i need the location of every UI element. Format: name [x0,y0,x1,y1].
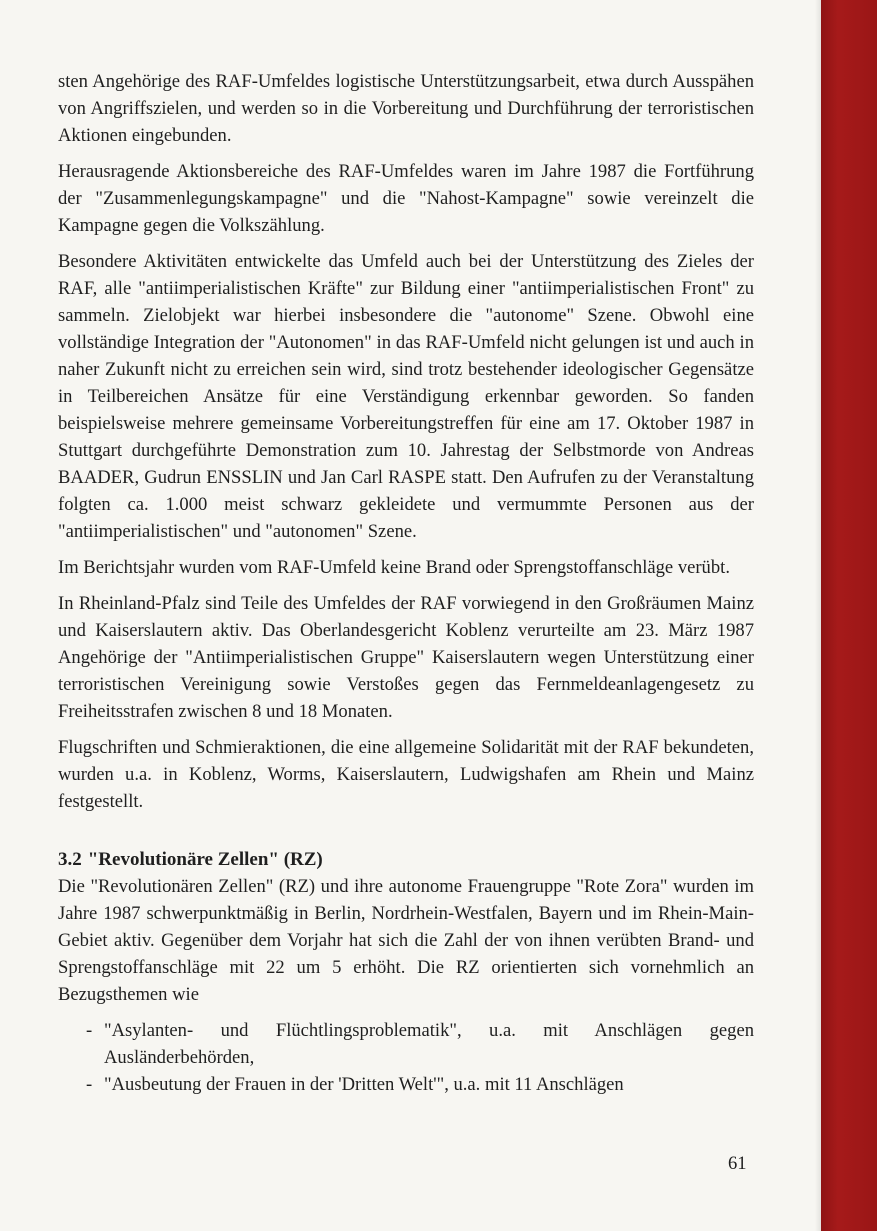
section-heading [58,846,754,873]
section-intro: Die "Revolutionären Zellen" (RZ) und ihre autonome Frauengruppe "Rote Zora" wurden im Jahre 1987 schwerpunktmäßig in Berlin, Nordrhein-Westfalen, Bayern und im Rhein-Main-Gebiet aktiv. Gegenüber dem Vorjahr hat sich die Zahl der von ihnen verübten Brand- und Sprengstoffanschläge mit 22 um 5 erhöht. Die RZ orientierten sich vornehmlich an Bezugsthemen wie [58,876,754,1005]
paragraph-4: Im Berichtsjahr wurden vom RAF-Umfeld keine Brand oder Sprengstoffanschläge verübt. [58,557,730,578]
bullet-dash: - [86,1020,93,1041]
bullet-list [58,1017,754,1098]
list-item [58,1017,754,1071]
paragraph-6: Flugschriften und Schmieraktionen, die eine allgemeine Solidarität mit der RAF bekundeten, wurden u.a. in Koblenz, Worms, Kaiserslautern, Ludwigshafen am Rhein und Mainz festgestellt. [58,737,754,812]
paragraph-2: Herausragende Aktionsbereiche des RAF-Umfeldes waren im Jahre 1987 die Fortführung der "Zusammenlegungskampagne" und die "Nahost-Kampagne" sowie vereinzelt die Kampagne gegen die Volkszählung. [58,161,754,236]
section-title: "Revolutionäre Zellen" (RZ) [87,849,323,870]
paragraph-5: In Rheinland-Pfalz sind Teile des Umfeldes der RAF vorwiegend in den Großräumen Mainz und Kaiserslautern aktiv. Das Oberlandesgericht Koblenz verurteilte am 23. März 1987 Angehörige der "Antiimperialistischen Gruppe" Kaiserslautern wegen Unterstützung einer terroristischen Vereinigung sowie Verstoßes gegen das Fernmeldeanlagengesetz zu Freiheitsstrafen zwischen 8 und 18 Monaten. [58,593,754,722]
list-item-text: "Asylanten- und Flüchtlingsproblematik", u.a. mit Anschlägen gegen Ausländerbehörden, [104,1020,754,1068]
page-number: 61 [728,1153,747,1174]
paragraph-3: Besondere Aktivitäten entwickelte das Umfeld auch bei der Unterstützung des Zieles der RAF, alle "antiimperialistischen Kräfte" zur Bildung einer "antiimperialistischen Front" zu sammeln. Zielobjekt war hierbei insbesondere die "autonome" Szene. Obwohl eine vollständige Integration der "Autonomen" in das RAF-Umfeld nicht gelungen ist und auch in naher Zukunft nicht zu erreichen sein wird, sind trotz bestehender ideologischer Gegensätze in Teilbereichen Ansätze für eine Verständigung erkennbar geworden. So fanden beispielsweise mehrere gemeinsame Vorbereitungstreffen für eine am 17. Oktober 1987 in Stuttgart durchgeführte Demonstration zum 10. Jahrestag der Selbstmorde von Andreas BAADER, Gudrun ENSSLIN und Jan Carl RASPE statt. Den Aufrufen zu der Veranstaltung folgten ca. 1.000 meist schwarz gekleidete und vermummte Personen aus der "antiimperialistischen" und "autonomen" Szene. [58,251,754,542]
section-number: 3.2 [58,849,82,870]
document-body [58,68,754,1098]
bullet-dash: - [86,1074,93,1095]
red-page-edge-band [821,0,877,1231]
list-item-text: "Ausbeutung der Frauen in der 'Dritten Welt'", u.a. mit 11 Anschlägen [104,1074,624,1095]
paragraph-1: sten Angehörige des RAF-Umfeldes logistische Unterstützungsarbeit, etwa durch Ausspähen von Angriffszielen, und werden so in die Vorbereitung und Durchführung der terroristischen Aktionen eingebunden. [58,71,754,146]
list-item [58,1071,754,1098]
